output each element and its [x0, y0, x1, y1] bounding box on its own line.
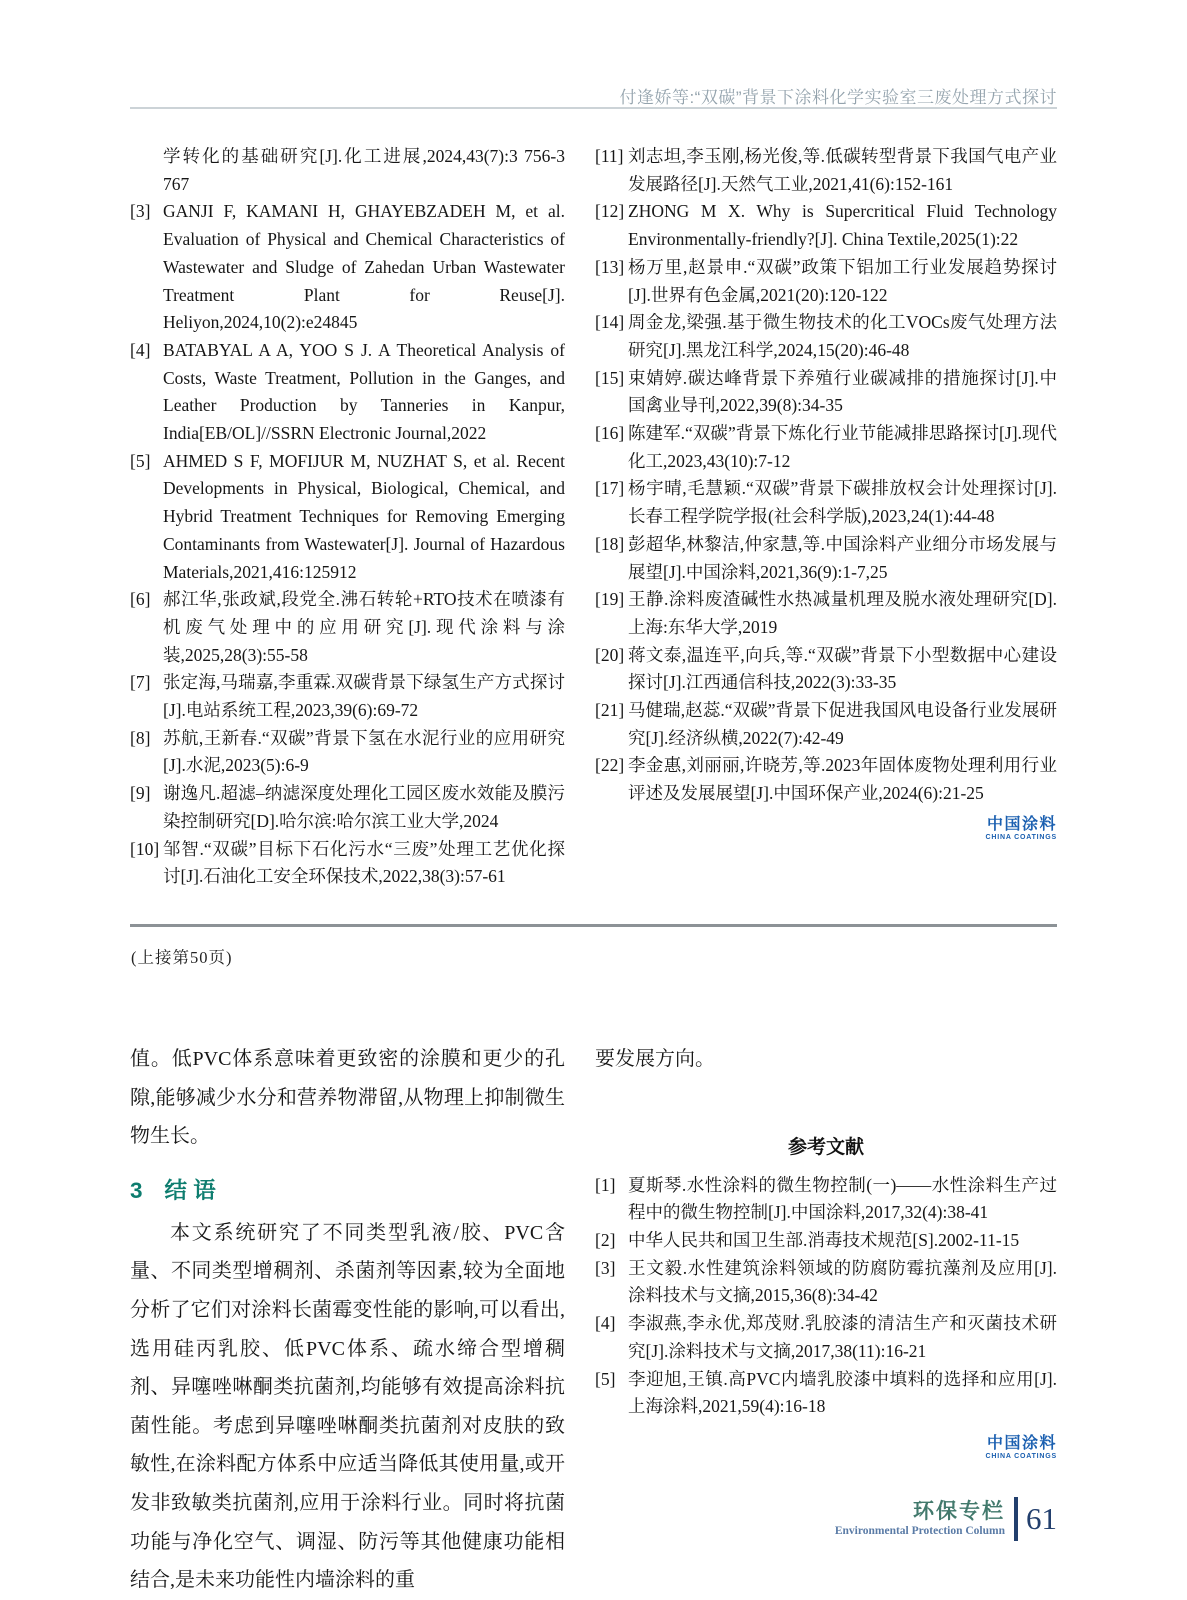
reference-text: 马健瑞,赵蕊.“双碳”背景下促进我国风电设备行业发展研究[J].经济纵横,2022(7):42-49 [628, 700, 1057, 748]
reference-text: 杨万里,赵景申.“双碳”政策下铝加工行业发展趋势探讨[J].世界有色金属,2021(20):120-122 [628, 256, 1057, 305]
reference-item [595, 531, 1057, 586]
reference-text: 王文毅.水性建筑涂料领域的防腐防霉抗藻剂及应用[J].涂料技术与文摘,2015,36(8):34-42 [628, 1257, 1057, 1306]
china-coatings-logo [595, 1435, 1057, 1461]
reference-text: 中华人民共和国卫生部.消毒技术规范[S].2002-11-15 [628, 1230, 1020, 1250]
reference-number: [11] [595, 146, 624, 166]
reference-item [595, 475, 1057, 530]
reference-text: GANJI F, KAMANI H, GHAYEBZADEH M, et al. Evaluation of Physical and Chemical Characteristics of Wastewater and Sludge of Zahedan Urban Wastewater Treatment Plant for Reuse[J]. Heliyon,2024,10(2):e24845 [163, 201, 565, 333]
reference-item [130, 669, 565, 724]
reference-number: [14] [595, 312, 625, 333]
body-paragraph-conclusion: 本文系统研究了不同类型乳液/胶、PVC含量、不同类型增稠剂、杀菌剂等因素,较为全面地分析了它们对涂料长菌霉变性能的影响,可以看出,选用硅丙乳胶、低PVC体系、疏水缔合型增稠剂、异噻唑啉酮类抗菌剂,均能够有效提高涂料抗菌性能。考虑到异噻唑啉酮类抗菌剂对皮肤的致敏性,在涂料配方体系中应适当降低其使用量,或开发非致敏类抗菌剂,应用于涂料行业。同时将抗菌功能与净化空气、调湿、防污等其他健康功能相结合,是未来功能性内墙涂料的重 [130, 1221, 565, 1592]
section-number: 3 [130, 1177, 143, 1203]
reference-number: [8] [130, 727, 151, 748]
reference-text: 束婧婷.碳达峰背景下养殖行业碳减排的措施探讨[J].中国禽业导刊,2022,39(8):34-35 [628, 367, 1057, 416]
reference-number: [4] [595, 1313, 616, 1334]
reference-list-left [130, 198, 565, 891]
reference-number: [12] [595, 201, 625, 222]
reference-number: [5] [130, 450, 151, 471]
reference-text: ZHONG M X. Why is Supercritical Fluid Technology Environmentally-friendly?[J]. China Textile,2025(1):22 [628, 201, 1057, 250]
reference-item [595, 1172, 1057, 1227]
logo-text-cn: 中国涂料 [986, 815, 1057, 833]
reference-number: [16] [595, 423, 625, 444]
reference-item [595, 1310, 1057, 1365]
china-coatings-logo [595, 816, 1057, 842]
reference-text: 周金龙,梁强.基于微生物技术的化工VOCs废气处理方法研究[J].黑龙江科学,2024,15(20):46-48 [628, 312, 1057, 360]
page-footer [835, 1497, 1057, 1541]
reference-text: 陈建军.“双碳”背景下炼化行业节能减排思路探讨[J].现代化工,2023,43(10):7-12 [628, 423, 1057, 471]
footer-column-cn: 环保专栏 [913, 1500, 1005, 1523]
logo-text-en: CHINA COATINGS [985, 833, 1057, 841]
reference-text: 彭超华,林黎洁,仲家慧,等.中国涂料产业细分市场发展与展望[J].中国涂料,2021,36(9):1-7,25 [628, 533, 1057, 582]
top-references-section [130, 143, 1057, 891]
reference-number: [20] [595, 644, 625, 665]
reference-number: [3] [595, 1257, 616, 1278]
body-paragraph-carryover: 值。低PVC体系意味着更致密的涂膜和更少的孔隙,能够减少水分和营养物滞留,从物理上抑制微生物生长。 [130, 1048, 565, 1148]
reference-text: 王静.涂料废渣碱性水热减量机理及脱水液处理研究[D].上海:东华大学,2019 [628, 589, 1057, 637]
reference-item [130, 198, 565, 337]
running-title: 付逢娇等:“双碳”背景下涂料化学实验室三废处理方式探讨 [619, 88, 1057, 107]
reference-number: [1] [595, 1174, 616, 1195]
reference-item [595, 143, 1057, 198]
reference-number: [17] [595, 478, 625, 499]
reference-number: [19] [595, 589, 625, 610]
footer-column-en: Environmental Protection Column [834, 1525, 1005, 1537]
reference-text: 蒋文泰,温连平,向兵,等.“双碳”背景下小型数据中心建设探讨[J].江西通信科技,2022(3):33-35 [628, 644, 1057, 693]
reference-item [595, 586, 1057, 641]
reference-item [130, 836, 565, 891]
reference-text: 刘志坦,李玉刚,杨光俊,等.低碳转型背景下我国气电产业发展路径[J].天然气工业,2021,41(6):152-161 [628, 146, 1057, 194]
references-heading: 参考文献 [787, 1136, 864, 1158]
references-column-left [130, 143, 565, 891]
reference-text: 苏航,王新春.“双碳”背景下氢在水泥行业的应用研究[J].水泥,2023(5):6-9 [163, 727, 565, 776]
footer-column-label [835, 1500, 1005, 1538]
reference-item [595, 1366, 1057, 1421]
reference-continuation-line: 学转化的基础研究[J].化工进展,2024,43(7):3 756-3 767 [163, 146, 565, 194]
body-paragraph-continuation: 要发展方向。 [595, 1048, 715, 1070]
reference-number: [18] [595, 533, 625, 554]
section-title: 结 语 [164, 1177, 216, 1203]
reference-text: 谢逸凡.超滤–纳滤深度处理化工园区废水效能及膜污染控制研究[D].哈尔滨:哈尔滨工业大学,2024 [163, 783, 565, 831]
reference-number: [6] [130, 589, 151, 610]
reference-item [595, 198, 1057, 253]
reference-text: 李迎旭,王镇.高PVC内墙乳胶漆中填料的选择和应用[J].上海涂料,2021,59(4):16-18 [628, 1368, 1057, 1417]
reference-number: [10] [130, 838, 160, 859]
reference-number: [22] [595, 755, 625, 776]
references-column-right [595, 143, 1057, 891]
reference-item [595, 1255, 1057, 1310]
continuation-note: (上接第50页) [131, 948, 233, 967]
reference-text: 李金惠,刘丽丽,许晓芳,等.2023年固体废物处理利用行业评述及发展展望[J].中国环保产业,2024(6):21-25 [628, 755, 1057, 804]
reference-item [595, 254, 1057, 309]
section-heading [130, 1173, 565, 1205]
footer-divider-bar [1014, 1497, 1018, 1541]
section-divider [130, 924, 1057, 927]
logo-text-cn: 中国涂料 [986, 1434, 1057, 1452]
reference-number: [15] [595, 367, 625, 388]
reference-number: [4] [130, 339, 151, 360]
reference-text: 夏斯琴.水性涂料的微生物控制(一)——水性涂料生产过程中的微生物控制[J].中国涂料,2017,32(4):38-41 [628, 1174, 1057, 1223]
reference-number: [7] [130, 672, 151, 693]
reference-item [595, 1227, 1057, 1255]
reference-number: [3] [130, 201, 151, 222]
reference-number: [21] [595, 700, 625, 721]
reference-item [595, 697, 1057, 752]
reference-text: AHMED S F, MOFIJUR M, NUZHAT S, et al. Recent Developments in Physical, Biological, Chemical, and Hybrid Treatment Techniques for Removing Emerging Contaminants from Wastewater[J]. Journal of Hazardous Materials,2021,416:125912 [163, 450, 565, 582]
reference-item [595, 642, 1057, 697]
reference-item [595, 420, 1057, 475]
reference-list-bottom [595, 1172, 1057, 1421]
reference-item [130, 780, 565, 835]
reference-number: [13] [595, 256, 625, 277]
reference-text: 李淑燕,李永优,郑茂财.乳胶漆的清洁生产和灭菌技术研究[J].涂料技术与文摘,2017,38(11):16-21 [628, 1313, 1057, 1361]
reference-number: [9] [130, 783, 151, 804]
header-rule [130, 107, 1057, 109]
reference-number: [2] [595, 1230, 616, 1250]
reference-text: 杨宇晴,毛慧颖.“双碳”背景下碳排放权会计处理探讨[J].长春工程学院学报(社会科学版),2023,24(1):44-48 [628, 478, 1057, 527]
logo-text-en: CHINA COATINGS [985, 1452, 1057, 1460]
reference-number: [5] [595, 1368, 616, 1389]
reference-list-right [595, 143, 1057, 808]
reference-text: 郝江华,张政斌,段党全.沸石转轮+RTO技术在喷漆有机废气处理中的应用研究[J].现代涂料与涂装,2025,28(3):55-58 [163, 589, 565, 665]
reference-item [595, 752, 1057, 807]
reference-item [595, 309, 1057, 364]
reference-text: 张定海,马瑞嘉,李重霖.双碳背景下绿氢生产方式探讨[J].电站系统工程,2023,39(6):69-72 [163, 672, 565, 721]
reference-item [130, 448, 565, 587]
reference-item [130, 586, 565, 669]
reference-item [595, 365, 1057, 420]
page-number: 61 [1026, 1501, 1057, 1536]
reference-item [130, 337, 565, 448]
reference-item [130, 725, 565, 780]
reference-text: BATABYAL A A, YOO S J. A Theoretical Analysis of Costs, Waste Treatment, Pollution in the Ganges, and Leather Production by Tanneries in Kanpur, India[EB/OL]//SSRN Electronic Journal,2022 [163, 339, 565, 444]
body-column-left [130, 1040, 565, 1600]
reference-text: 邹智.“双碳”目标下石化污水“三废”处理工艺优化探讨[J].石油化工安全环保技术,2022,38(3):57-61 [163, 838, 565, 887]
